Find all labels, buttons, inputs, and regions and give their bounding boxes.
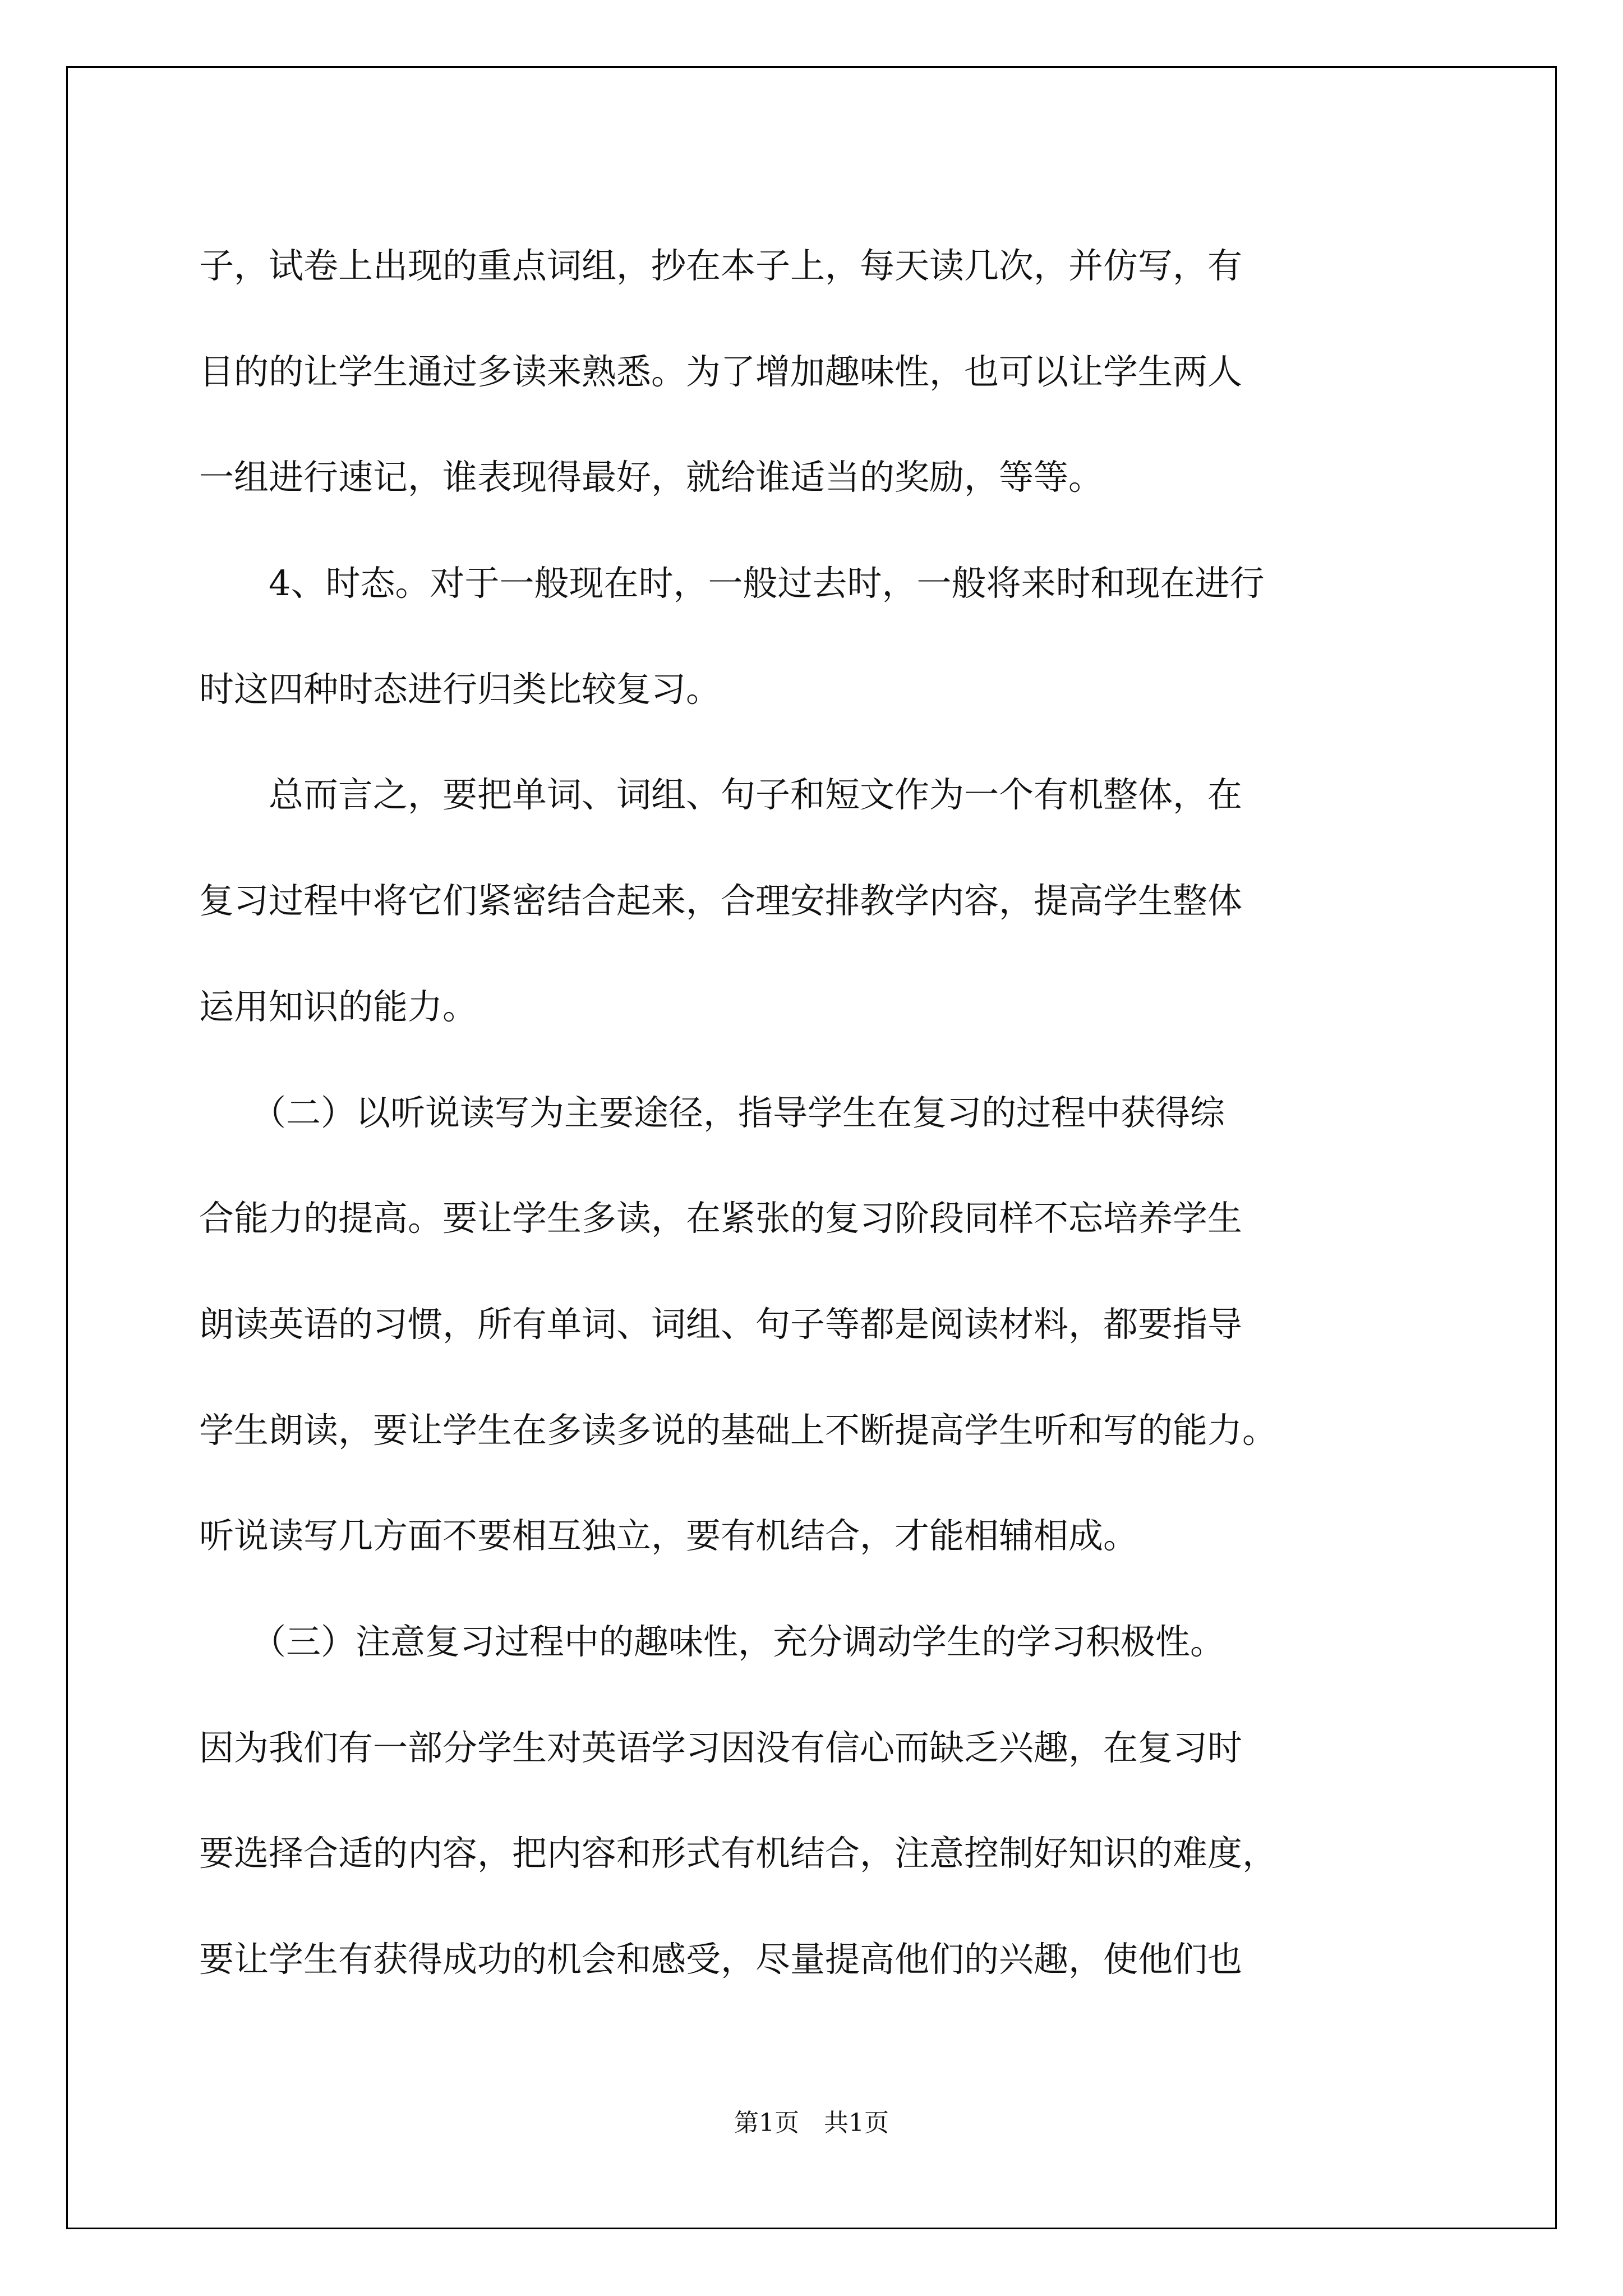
text-line: 一组进行速记，谁表现得最好，就给谁适当的奖励，等等。 bbox=[199, 457, 1104, 498]
text-line: 复习过程中将它们紧密结合起来，合理安排教学内容，提高学生整体 bbox=[199, 880, 1243, 922]
text-line: （二）以听说读写为主要途径，指导学生在复习的过程中获得综 bbox=[199, 1092, 1225, 1133]
text-line: 总而言之，要把单词、词组、句子和短文作为一个有机整体，在 bbox=[199, 774, 1243, 816]
text-line: （三）注意复习过程中的趣味性，充分调动学生的学习积极性。 bbox=[199, 1621, 1225, 1662]
text-line: 要让学生有获得成功的机会和感受，尽量提高他们的兴趣，使他们也 bbox=[199, 1939, 1243, 1980]
text-line: 时这四种时态进行归类比较复习。 bbox=[199, 668, 721, 710]
text-line: 运用知识的能力。 bbox=[199, 986, 478, 1027]
text-line: 学生朗读，要让学生在多读多说的基础上不断提高学生听和写的能力。 bbox=[199, 1409, 1278, 1451]
text-line: 4、时态。对于一般现在时，一般过去时，一般将来时和现在进行 bbox=[199, 563, 1265, 604]
text-line: 要选择合适的内容，把内容和形式有机结合，注意控制好知识的难度， bbox=[199, 1833, 1278, 1874]
text-line: 朗读英语的习惯，所有单词、词组、句子等都是阅读材料，都要指导 bbox=[199, 1303, 1243, 1345]
text-line: 目的的让学生通过多读来熟悉。为了增加趣味性，也可以让学生两人 bbox=[199, 351, 1243, 392]
document-body bbox=[199, 213, 1433, 2013]
text-line: 因为我们有一部分学生对英语学习因没有信心而缺乏兴趣，在复习时 bbox=[199, 1727, 1243, 1768]
text-line: 子，试卷上出现的重点词组，抄在本子上，每天读几次，并仿写，有 bbox=[199, 245, 1243, 286]
text-line: 听说读写几方面不要相互独立，要有机结合，才能相辅相成。 bbox=[199, 1515, 1138, 1557]
text-line: 合能力的提高。要让学生多读，在紧张的复习阶段同样不忘培养学生 bbox=[199, 1198, 1243, 1239]
page-footer: 第1页 共1页 bbox=[734, 2109, 889, 2137]
